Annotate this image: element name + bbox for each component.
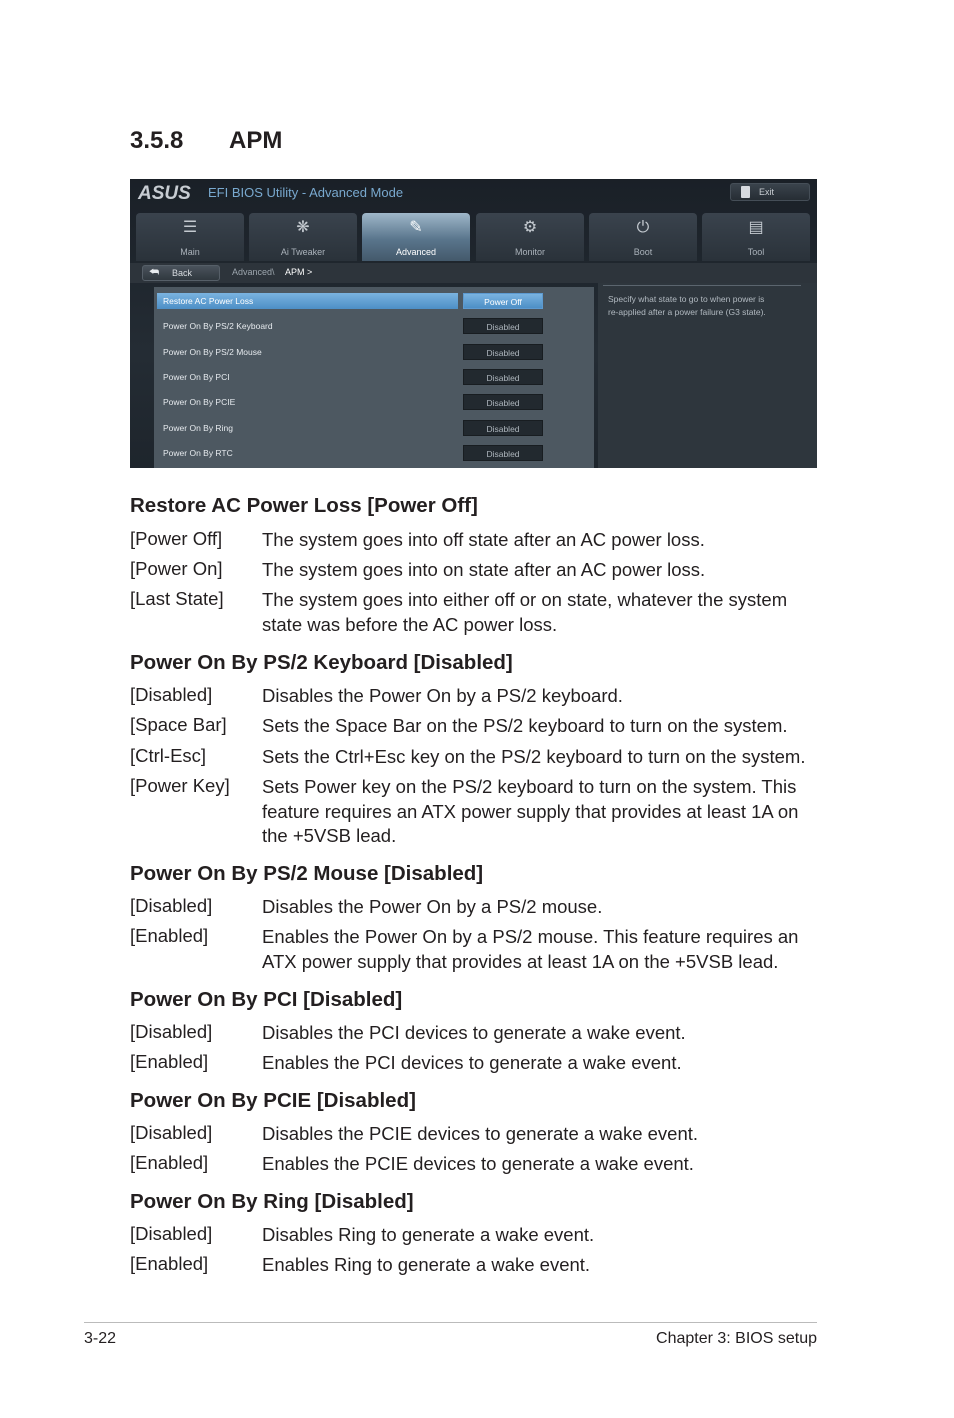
back-arrow-icon: ⮪ bbox=[149, 266, 160, 278]
tab-label: Advanced bbox=[395, 247, 437, 257]
heading-pci: Power On By PCI [Disabled] bbox=[130, 988, 403, 1011]
setting-pcie[interactable] bbox=[157, 394, 458, 410]
option-label: [Ctrl-Esc] bbox=[130, 745, 207, 766]
option-description: Disables the Power On by a PS/2 keyboard. bbox=[262, 685, 623, 706]
option-description: Sets Power key on the PS/2 keyboard to turn on the system. This feature requires an ATX power supply that provides at least 1A on the +5VSB lead. bbox=[262, 776, 799, 846]
setting-value-ps2-keyboard[interactable] bbox=[463, 318, 543, 334]
setting-label: Power On By RTC bbox=[163, 448, 233, 458]
setting-value: Disabled bbox=[486, 398, 520, 408]
option-label: [Enabled] bbox=[130, 1253, 209, 1274]
power-icon: ⏻ bbox=[636, 219, 650, 236]
option-label: [Enabled] bbox=[130, 1051, 209, 1072]
option-label: [Space Bar] bbox=[130, 714, 227, 735]
option-description: Enables the PCIE devices to generate a wake event. bbox=[262, 1153, 694, 1174]
option-description: Enables the Power On by a PS/2 mouse. This feature requires an ATX power supply that provides at least 1A on the +5VSB lead. bbox=[262, 926, 799, 972]
option-description: Disables the PCIE devices to generate a wake event. bbox=[262, 1123, 699, 1144]
setting-label: Restore AC Power Loss bbox=[163, 296, 254, 306]
option-description: The system goes into either off or on state, whatever the system state was before the AC power loss. bbox=[262, 589, 788, 635]
setting-label: Power On By PCIE bbox=[163, 397, 236, 407]
setting-rtc[interactable] bbox=[157, 445, 458, 461]
navigation-bar bbox=[130, 263, 817, 283]
option-label: [Enabled] bbox=[130, 1152, 209, 1173]
bios-title: EFI BIOS Utility - Advanced Mode bbox=[208, 185, 404, 200]
tab-label: Boot bbox=[633, 247, 653, 257]
option-description: Sets the Ctrl+Esc key on the PS/2 keyboard to turn on the system. bbox=[262, 746, 806, 767]
help-text: Specify what state to go to when power is re-applied after a power failure (G3 state). bbox=[608, 294, 766, 317]
setting-ps2-keyboard[interactable] bbox=[157, 318, 458, 334]
setting-pci[interactable] bbox=[157, 369, 458, 385]
setting-value: Disabled bbox=[486, 348, 520, 358]
option-description: Enables Ring to generate a wake event. bbox=[262, 1254, 591, 1275]
page-number: 3-22 bbox=[84, 1330, 117, 1347]
tab-main[interactable] bbox=[136, 213, 244, 261]
tweaker-icon: ❋ bbox=[296, 219, 310, 236]
section-title: APM bbox=[229, 127, 283, 154]
advanced-icon: ✎ bbox=[409, 219, 423, 236]
option-label: [Disabled] bbox=[130, 1021, 213, 1042]
setting-value-pci[interactable] bbox=[463, 369, 543, 385]
tab-label: Tool bbox=[747, 247, 765, 257]
setting-value-ring[interactable] bbox=[463, 420, 543, 436]
setting-value-rtc[interactable] bbox=[463, 445, 543, 461]
option-label: [Disabled] bbox=[130, 1223, 213, 1244]
setting-ring[interactable] bbox=[157, 420, 458, 436]
tab-label: Ai Tweaker bbox=[280, 247, 326, 257]
help-pane bbox=[598, 283, 817, 468]
tab-ai-tweaker[interactable] bbox=[249, 213, 357, 261]
tab-boot[interactable] bbox=[589, 213, 697, 261]
option-description: Disables Ring to generate a wake event. bbox=[262, 1224, 595, 1245]
option-label: [Disabled] bbox=[130, 684, 213, 705]
tool-icon: ▤ bbox=[748, 219, 764, 236]
exit-label: Exit bbox=[759, 187, 775, 197]
tab-label: Monitor bbox=[514, 247, 545, 257]
option-description: Disables the PCI devices to generate a wake event. bbox=[262, 1022, 686, 1043]
setting-value-restore-ac-power-loss[interactable] bbox=[463, 293, 543, 309]
setting-value-pcie[interactable] bbox=[463, 394, 543, 410]
section-number: 3.5.8 bbox=[130, 127, 184, 154]
list-icon: ☰ bbox=[182, 219, 198, 236]
setting-value: Disabled bbox=[486, 322, 520, 332]
option-label: [Power On] bbox=[130, 558, 223, 579]
tab-monitor[interactable] bbox=[476, 213, 584, 261]
setting-value: Power Off bbox=[484, 297, 522, 307]
setting-label: Power On By PS/2 Mouse bbox=[163, 347, 262, 357]
option-description: Enables the PCI devices to generate a wake event. bbox=[262, 1052, 682, 1073]
bios-screenshot bbox=[130, 179, 817, 468]
exit-button[interactable] bbox=[730, 183, 810, 201]
option-label: [Power Off] bbox=[130, 528, 223, 549]
setting-ps2-mouse[interactable] bbox=[157, 344, 458, 360]
heading-ring: Power On By Ring [Disabled] bbox=[130, 1190, 414, 1213]
setting-restore-ac-power-loss[interactable] bbox=[157, 293, 458, 309]
option-label: [Enabled] bbox=[130, 925, 209, 946]
footer-divider bbox=[84, 1322, 817, 1323]
setting-value: Disabled bbox=[486, 373, 520, 383]
setting-label: Power On By Ring bbox=[163, 423, 233, 433]
breadcrumb-current: APM > bbox=[285, 267, 313, 277]
option-label: [Power Key] bbox=[130, 775, 230, 796]
chapter-label: Chapter 3: BIOS setup bbox=[656, 1330, 817, 1347]
monitor-icon: ⚙ bbox=[522, 219, 538, 236]
heading-restore-ac-power-loss: Restore AC Power Loss [Power Off] bbox=[130, 494, 478, 517]
setting-value-ps2-mouse[interactable] bbox=[463, 344, 543, 360]
option-description: Disables the Power On by a PS/2 mouse. bbox=[262, 896, 603, 917]
back-label: Back bbox=[172, 268, 193, 278]
heading-ps2-keyboard: Power On By PS/2 Keyboard [Disabled] bbox=[130, 651, 513, 674]
setting-label: Power On By PCI bbox=[163, 372, 230, 382]
breadcrumb[interactable]: Advanced\ bbox=[232, 267, 275, 277]
option-label: [Disabled] bbox=[130, 895, 213, 916]
heading-ps2-mouse: Power On By PS/2 Mouse [Disabled] bbox=[130, 862, 484, 885]
setting-value: Disabled bbox=[486, 449, 520, 459]
tab-tool[interactable] bbox=[702, 213, 810, 261]
option-description: The system goes into on state after an AC power loss. bbox=[262, 559, 706, 580]
setting-label: Power On By PS/2 Keyboard bbox=[163, 321, 273, 331]
tab-advanced[interactable] bbox=[362, 213, 470, 261]
option-label: [Disabled] bbox=[130, 1122, 213, 1143]
help-divider bbox=[603, 285, 801, 286]
back-button[interactable] bbox=[142, 265, 220, 281]
exit-door-icon bbox=[741, 186, 750, 198]
heading-pcie: Power On By PCIE [Disabled] bbox=[130, 1089, 416, 1112]
option-description: The system goes into off state after an AC power loss. bbox=[262, 529, 705, 550]
option-label: [Last State] bbox=[130, 588, 224, 609]
tab-label: Main bbox=[180, 247, 200, 257]
setting-value: Disabled bbox=[486, 424, 520, 434]
asus-logo: ASUS bbox=[138, 183, 191, 204]
option-description: Sets the Space Bar on the PS/2 keyboard to turn on the system. bbox=[262, 715, 788, 736]
